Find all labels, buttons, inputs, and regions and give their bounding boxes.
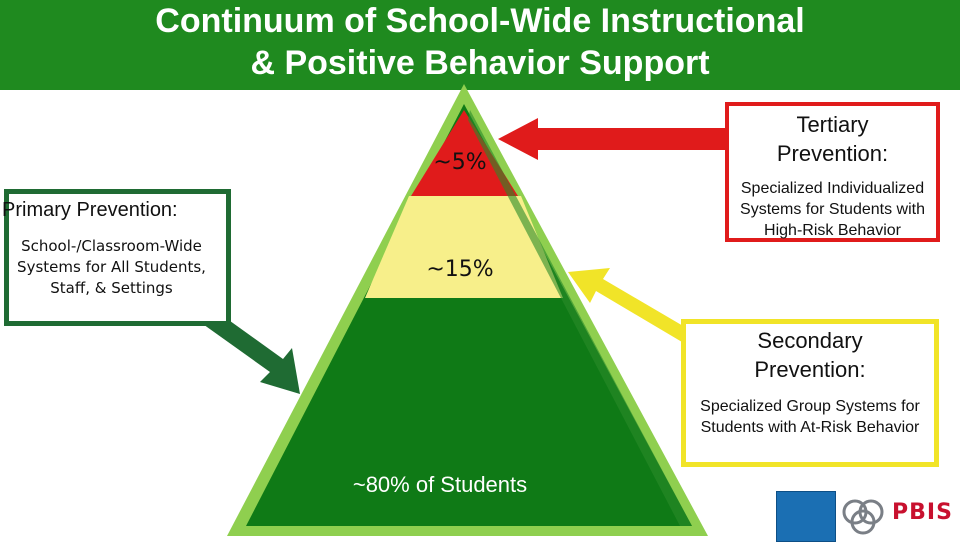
secondary-prevention-body: Specialized Group Systems for Students with At-Risk Behavior bbox=[700, 398, 920, 436]
tertiary-title-line-1: Tertiary bbox=[796, 112, 869, 137]
primary-prevention-body: School-/Classroom-Wide Systems for All Students, Staff, & Settings bbox=[17, 237, 206, 297]
northeast-map-logo bbox=[776, 491, 836, 542]
pbis-logo-text: PBIS bbox=[892, 500, 953, 525]
tertiary-arrow bbox=[498, 118, 728, 160]
tertiary-title-line-2: Prevention: bbox=[776, 141, 889, 166]
base-tier-percent: ~80% of Students bbox=[352, 472, 528, 497]
pyramid-middle-tier bbox=[365, 196, 563, 298]
middle-tier-percent: ~15% bbox=[426, 257, 494, 282]
tertiary-prevention-body: Specialized Individualized Systems for Students with High-Risk Behavior bbox=[740, 180, 925, 239]
pbis-knot-icon bbox=[844, 501, 882, 533]
primary-prevention-title: Primary Prevention: bbox=[2, 199, 178, 221]
secondary-title-line-1: Secondary bbox=[757, 328, 863, 353]
top-tier-percent: ~5% bbox=[433, 150, 487, 175]
tertiary-prevention-title bbox=[725, 110, 940, 168]
secondary-title-line-2: Prevention: bbox=[754, 357, 866, 382]
secondary-prevention-title bbox=[681, 326, 939, 384]
title-line-1: Continuum of School-Wide Instructional bbox=[155, 2, 805, 40]
title-line-2: & Positive Behavior Support bbox=[250, 44, 710, 82]
